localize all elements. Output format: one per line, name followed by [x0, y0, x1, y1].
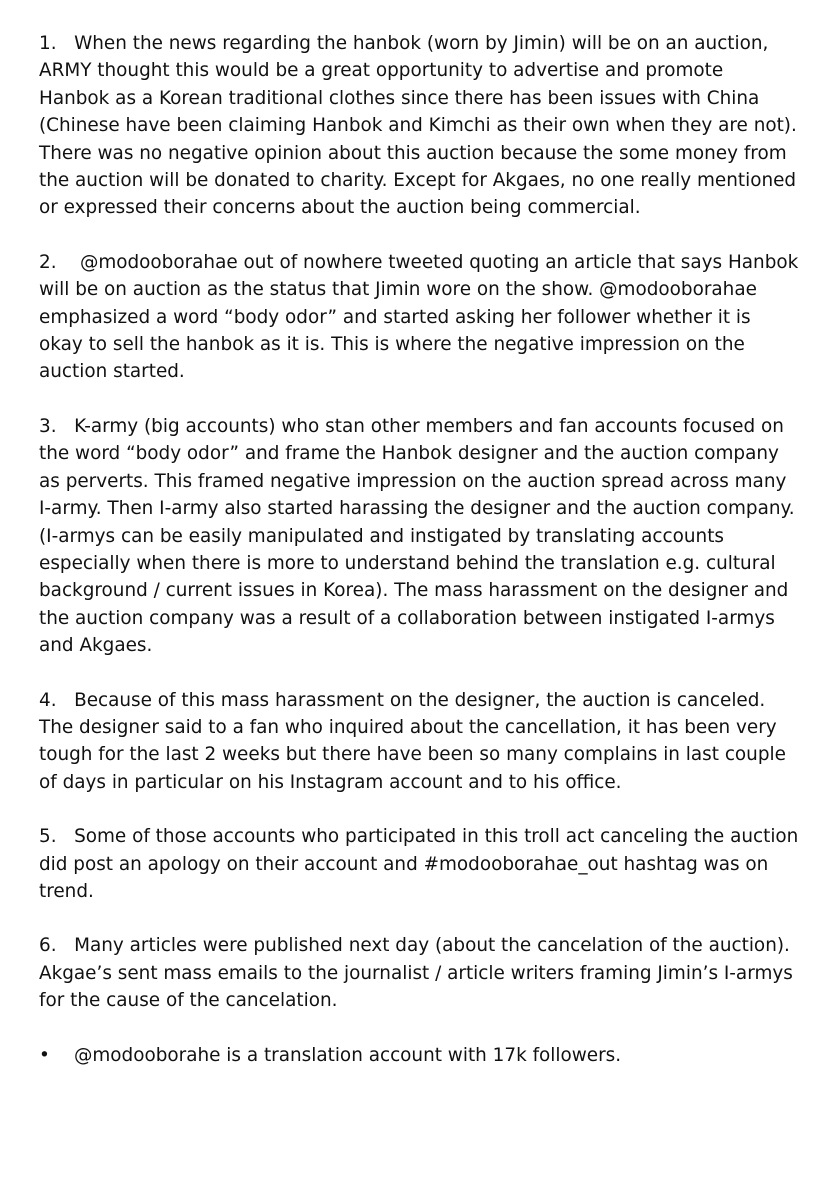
paragraph-text: Some of those accounts who participated in this troll act canceling the auction did post an apology on their account and #modooborahae_out hashtag was on trend.: [39, 826, 805, 902]
footnote: [39, 1042, 799, 1069]
paragraph-2: [39, 249, 805, 386]
paragraph-text: K-army (big accounts) who stan other members and fan accounts focused on the word “body odor” and frame the Hanbok designer and the auction company as perverts. This framed negative impression on the auction spread across many I-army. Then I-army also started harassing the designer and the auction company. (I-armys can be easily manipulated and instigated by translating accounts especially when there is more to understand behind the translation e.g. cultural background / current issues in Korea). The mass harassment on the designer and the auction company was a result of a collaboration between instigated I-armys and Akgaes.: [39, 415, 801, 657]
footnote-text: @modooborahe is a translation account with 17k followers.: [74, 1044, 622, 1066]
paragraph-number: 5.: [39, 826, 57, 848]
paragraph-5: [39, 823, 805, 905]
paragraph-text: Many articles were published next day (about the cancelation of the auction). Akgae’s sent mass emails to the journalist / article writers framing Jimin’s I-armys for the cause of the cancelation.: [39, 935, 799, 1012]
paragraph-text: @modooborahae out of nowhere tweeted quoting an article that says Hanbok will be on auction as the status that Jimin wore on the show. @modooborahae emphasized a word “body odor” and started asking her follower whether it is okay to sell the hanbok as it is. This is where the negative impression on the auction started.: [39, 251, 805, 383]
paragraph-number: 4.: [39, 689, 57, 711]
paragraph-3: [39, 413, 799, 660]
paragraph-6: [39, 932, 799, 1014]
paragraph-text: When the news regarding the hanbok (worn by Jimin) will be on an auction, ARMY thought this would be a great opportunity to advertise and promote Hanbok as a Korean traditional clothes since there has been issues with China (Chinese have been claiming Hanbok and Kimchi as their own when they are not). There was no negative opinion about this auction because the some money from the auction will be donated to charity. Except for Akgaes, no one really mentioned or expressed their concerns about the auction being commercial.: [39, 33, 809, 219]
paragraph-number: 6.: [39, 935, 57, 957]
paragraph-1: [39, 30, 809, 222]
paragraph-4: [39, 687, 799, 797]
paragraph-number: 1.: [39, 33, 57, 54]
paragraph-number: 2.: [39, 251, 57, 273]
paragraph-number: 3.: [39, 415, 57, 437]
document-body: [39, 30, 809, 1069]
paragraph-text: Because of this mass harassment on the designer, the auction is canceled. The designer said to a fan who inquired about the cancellation, it has been very tough for the last 2 weeks but there have been so many complains in last couple of days in particular on his Instagram account and to his office.: [39, 689, 792, 793]
bullet-icon: •: [39, 1044, 50, 1066]
